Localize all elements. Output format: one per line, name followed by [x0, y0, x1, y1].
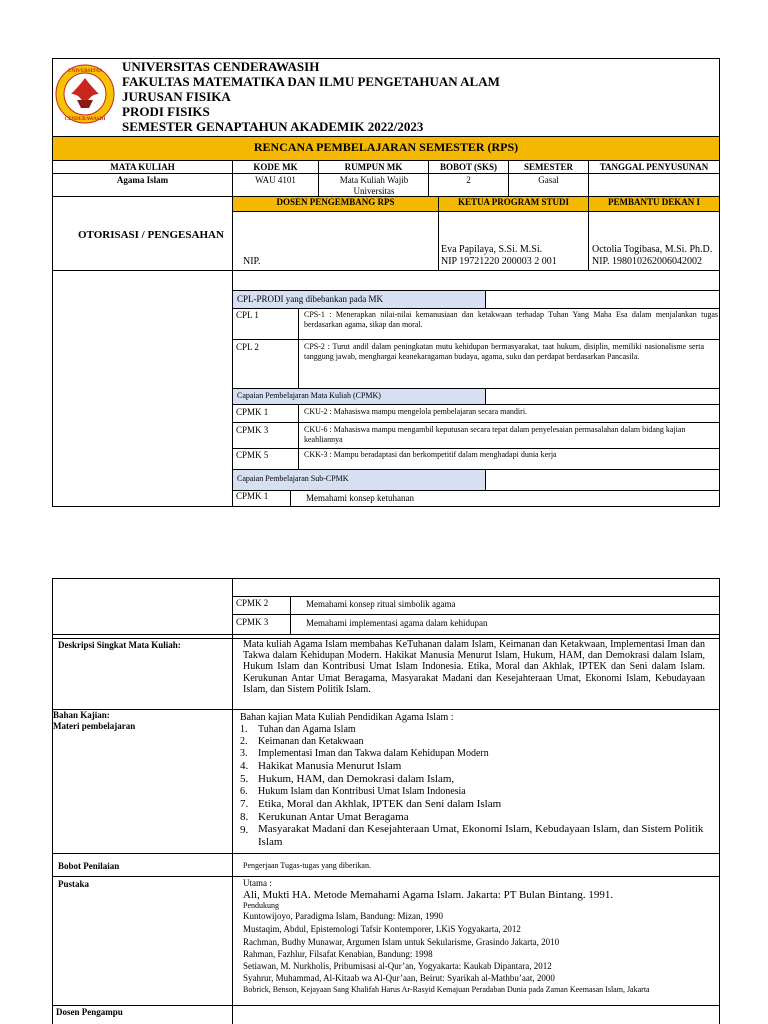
- semester-label: SEMESTER GENAPTAHUN AKADEMIK 2022/2023: [122, 119, 424, 134]
- svg-text:UNIVERSITAS: UNIVERSITAS: [68, 69, 102, 74]
- list-number: 3.: [240, 748, 248, 759]
- pustaka-item: Syahrur, Muhammad, Al-Kitaab wa Al-Qur’aan, Beirut: Syarikah al-Mathbu’aat, 2000: [243, 973, 555, 983]
- cpl-section-title: CPL-PRODI yang dibebankan pada MK: [237, 294, 383, 304]
- dosen-nip: NIP.: [243, 256, 261, 267]
- sub-cpmk-text: Memahami konsep ritual simbolik agama: [306, 599, 456, 609]
- list-item: Kerukunan Antar Umat Beragama: [258, 811, 409, 823]
- list-number: 4.: [240, 760, 249, 772]
- list-number: 6.: [240, 786, 248, 797]
- auth-header-pd1: PEMBANTU DEKAN I: [607, 197, 700, 207]
- pustaka-utama-label: Utama :: [243, 878, 272, 888]
- header-bobot: BOBOT (SKS): [439, 162, 498, 172]
- value-rumpun-mk: Mata Kuliah Wajib Universitas: [339, 175, 409, 196]
- deskripsi-text: Mata kuliah Agama Islam membahas KeTuhanan dalam Islam, Keimanan dan Ketakwaan, Implementasi Iman dan Takwa dalam Kehidupan Modern. Hakikat Manusia Menurut Islam, Hukum, HAM, dan Demokrasi dalam Islam, Hukum Islam dan Kontribusi Umat Islam Indonesia. Etika, Moral dan Akhlak, IPTEK dan Seni dalam Islam. Kerukunan Antar Umat Beragama, Masyarakat Madani dan Kesejahteraan Umat, Ekonomi Islam, Kebudayaan Islam, dan Sistem Politik Islam.: [243, 639, 705, 695]
- cpl-text: CPS-2 : Turut andil dalam peningkatan mutu kehidupan bermasyarakat, taat hukum, disiplin, memiliki nasionalisme serta tanggung jawab, menghargai keanekaragaman budaya, agama, suku dan perdapat berdasarkan Pancasila.: [304, 342, 704, 361]
- auth-header-dosen: DOSEN PENGEMBANG RPS: [276, 197, 395, 207]
- list-item: Implementasi Iman dan Takwa dalam Kehidupan Modern: [258, 748, 489, 759]
- sub-cpmk-text: Memahami konsep ketuhanan: [306, 493, 414, 503]
- list-number: 5.: [240, 773, 249, 785]
- list-number: 9.: [240, 824, 249, 836]
- value-bobot: 2: [466, 175, 471, 185]
- cpmk-code: CPMK 3: [236, 425, 269, 435]
- sub-cpmk-code: CPMK 1: [236, 491, 269, 501]
- pd1-name: Octolia Togibasa, M.Si. Ph.D.: [592, 244, 713, 255]
- pustaka-item: Rahman, Fazhlur, Filsafat Kenabian, Bandung: 1998: [243, 949, 433, 959]
- sub-cpmk-code: CPMK 3: [236, 617, 269, 627]
- header-rumpun-mk: RUMPUN MK: [344, 162, 403, 172]
- list-number: 2.: [240, 736, 248, 747]
- bahan-intro: Bahan kajian Mata Kuliah Pendidikan Agama Islam :: [240, 712, 454, 723]
- sub-cpmk-text: Memahami implementasi agama dalam kehidupan: [306, 618, 488, 628]
- list-number: 1.: [240, 724, 248, 735]
- dosen-pengampu-label: Dosen Pengampu: [56, 1007, 123, 1017]
- department-name: JURUSAN FISIKA: [122, 89, 231, 104]
- cpmk-text: CKU-6 : Mahasiswa mampu mengambil keputusan secara tepat dalam penyelesaian permasalahan dalam bidang kajian keahliannya: [304, 425, 686, 444]
- pustaka-item: Mustaqim, Abdul, Epistemologi Tafsir Kontemporer, LKiS Yogyakarta, 2012: [243, 924, 521, 934]
- list-item: Hakikat Manusia Menurut Islam: [258, 760, 402, 772]
- cpl-text: CPS-1 : Menerapkan nilai-nilai kemanusiaan dan ketakwaan terhadap Tuhan Yang Maha Esa dalam menjalankan tugas berdasarkan agama, sikap dan moral.: [304, 310, 718, 329]
- university-name: UNIVERSITAS CENDERAWASIH: [122, 59, 320, 74]
- list-number: 7.: [240, 798, 249, 810]
- otorisasi-label: OTORISASI / PENGESAHAN: [78, 229, 224, 241]
- header-kode-mk: KODE MK: [253, 162, 298, 172]
- document-title: RENCANA PEMBELAJARAN SEMESTER (RPS): [253, 140, 519, 154]
- pustaka-item: Rachman, Budhy Munawar, Argumen Islam untuk Sekularisme, Grasindo Jakarta, 2010: [243, 937, 560, 947]
- pustaka-item: Bobrick, Benson, Kejayaan Sang Khalifah Harus Ar-Rasyid Kemajuan Peradaban Dunia pada Zaman Keemasan Islam, Jakarta: [243, 985, 650, 994]
- bobot-label: Bobot Penilaian: [58, 861, 120, 871]
- list-number: 8.: [240, 811, 249, 823]
- header-mata-kuliah: MATA KULIAH: [110, 162, 175, 172]
- list-item: Etika, Moral dan Akhlak, IPTEK dan Seni dalam Islam: [258, 798, 502, 810]
- cpl-code: CPL 1: [236, 310, 259, 320]
- bahan-label: Bahan Kajian:: [53, 710, 110, 720]
- kaprodi-nip: NIP 19721220 200003 2 001: [441, 256, 557, 267]
- cpmk-code: CPMK 5: [236, 450, 269, 460]
- cpmk-text: CKU-2 : Mahasiswa mampu mengelola pembelajaran secara mandiri.: [304, 407, 528, 416]
- svg-text:CENDERAWASIH: CENDERAWASIH: [64, 117, 106, 122]
- faculty-name: FAKULTAS MATEMATIKA DAN ILMU PENGETAHUAN ALAM: [122, 74, 500, 89]
- value-kode-mk: WAU 4101: [255, 175, 296, 185]
- pustaka-utama: Ali, Mukti HA. Metode Memahami Agama Islam. Jakarta: PT Bulan Bintang. 1991.: [243, 889, 614, 901]
- list-item: Hukum, HAM, dan Demokrasi dalam Islam,: [258, 773, 455, 785]
- kaprodi-name: Eva Papilaya, S.Si. M.Si.: [441, 244, 543, 255]
- cpl-code: CPL 2: [236, 342, 259, 352]
- pustaka-item: Setiawan, M. Nurkholis, Pribumisasi al-Qur’an, Yogyakarta: Kaukab Dipantara, 2012: [243, 961, 552, 971]
- header-semester: SEMESTER: [523, 162, 574, 172]
- cpmk-section-title: Capaian Pembelajaran Mata Kuliah (CPMK): [237, 391, 381, 400]
- pustaka-label: Pustaka: [58, 879, 90, 889]
- value-semester: Gasal: [538, 175, 559, 185]
- sub-cpmk-code: CPMK 2: [236, 598, 269, 608]
- auth-header-kaprodi: KETUA PROGRAM STUDI: [457, 197, 569, 207]
- bobot-text: Pengerjaan Tugas-tugas yang diberikan.: [243, 861, 371, 870]
- materi-label: Materi pembelajaran: [53, 721, 136, 731]
- list-item: Hukum Islam dan Kontribusi Umat Islam Indonesia: [258, 786, 466, 797]
- program-name: PRODI FISIKS: [122, 104, 210, 119]
- pustaka-pendukung-label: Pendukung: [243, 901, 279, 910]
- pustaka-item: Kuntowijoyo, Paradigma Islam, Bandung: Mizan, 1990: [243, 911, 443, 921]
- header-tanggal: TANGGAL PENYUSUNAN: [599, 162, 709, 172]
- pd1-nip: NIP. 198010262006042002: [592, 256, 703, 267]
- sub-cpmk-section-title: Capaian Pembelajaran Sub-CPMK: [237, 474, 349, 483]
- cpmk-text: CKK-3 : Mampu beradaptasi dan berkompetitif dalam menghadapi dunia kerja: [304, 450, 557, 459]
- list-item: Masyarakat Madani dan Kesejahteraan Umat, Ekonomi Islam, Kebudayaan Islam, dan Sistem Politik Islam: [258, 823, 704, 848]
- cpmk-code: CPMK 1: [236, 407, 269, 417]
- value-mata-kuliah: Agama Islam: [116, 175, 169, 185]
- deskripsi-label: Deskripsi Singkat Mata Kuliah:: [58, 640, 181, 650]
- list-item: Keimanan dan Ketakwaan: [258, 736, 364, 747]
- list-item: Tuhan dan Agama Islam: [258, 724, 356, 735]
